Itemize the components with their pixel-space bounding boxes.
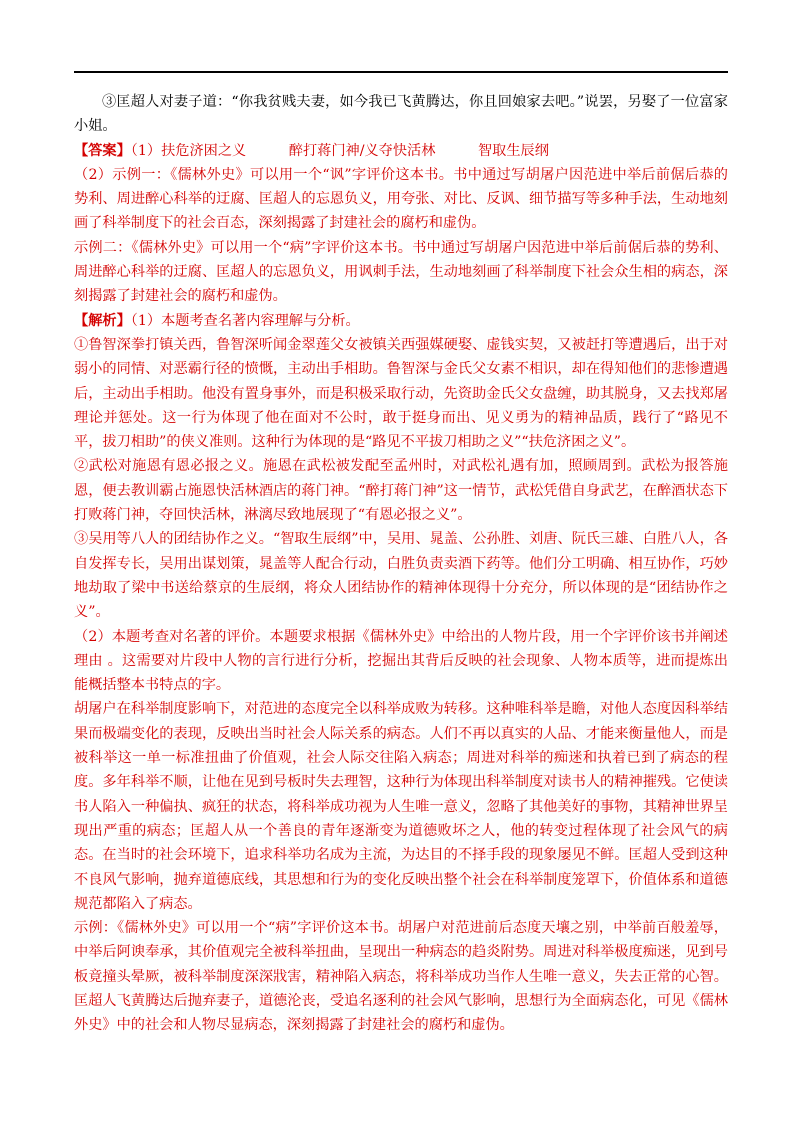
answer-part-2-example-1: （2）示例一：《儒林外史》可以用一个“讽”字评价这本书。书中通过写胡屠户因范进中举后前倨后恭的势利、周进醉心科举的迂腐、匡超人的忘恩负义，用夸张、对比、反讽、细节描写等多种手法，生动地刻画了科举制度下的社会百态，深刻揭露了封建社会的腐朽和虚伪。 (74, 166, 728, 232)
document-body (74, 90, 728, 1038)
answer-part-2-example-2: 示例二：《儒林外史》可以用一个“病”字评价这本书。书中通过写胡屠户因范进中举后前倨后恭的势利、周进醉心科举的迂腐、匡超人的忘恩负义，用讽刺手法，生动地刻画了科举制度下社会众生相的病态，深刻揭露了封建社会的腐朽和虚伪。 (74, 239, 728, 305)
analysis-item-2: ②武松对施恩有恩必报之义。施恩在武松被发配至孟州时，对武松礼遇有加，照顾周到。武松为报答施恩，便去教训霸占施恩快活林酒店的蒋门神。“醉打蒋门神”这一情节，武松凭借自身武艺，在醉酒状态下打败蒋门神，夺回快活林，淋漓尽致地展现了“有恩必报之义”。 (74, 458, 728, 524)
analysis-item-1: ①鲁智深拳打镇关西，鲁智深听闻金翠莲父女被镇关西强媒硬娶、虚钱实契，又被赶打等遭遇后，出于对弱小的同情、对恶霸行径的愤慨，主动出手相助。鲁智深与金氏父女素不相识，却在得知他们的悲惨遭遇后，主动出手相助。他没有置身事外，而是积极采取行动，先资助金氏父女盘缠，助其脱身，又去找郑屠理论并惩处。这一行为体现了他在面对不公时，敢于挺身而出、见义勇为的精神品质，践行了“路见不平，拔刀相助”的侠义准则。这种行为体现的是“路见不平拔刀相助之义”“扶危济困之义”。 (74, 336, 728, 451)
header-rule (74, 71, 728, 73)
analysis-paragraph: 胡屠户在科举制度影响下，对范进的态度完全以科举成败为转移。这种唯科举是瞻，对他人态度因科举结果而极端变化的表现，反映出当时社会人际关系的病态。人们不再以真实的人品、才能来衡量他人，而是被科举这一单一标准扭曲了价值观，社会人际交往陷入病态；周进对科举的痴迷和执着已到了病态的程度。多年科举不顺，让他在见到号板时失去理智，这种行为体现出科举制度对读书人的精神摧残。它使读书人陷入一种偏执、疯狂的状态，将科举成功视为人生唯一意义，忽略了其他美好的事物，其精神世界呈现出严重的病态；匡超人从一个善良的青年逐渐变为道德败坏之人，他的转变过程体现了社会风气的病态。在当时的社会环境下，追求科举功名成为主流，为达目的不择手段的现象屡见不鲜。匡超人受到这种不良风气影响，抛弃道德底线，其思想和行为的变化反映出整个社会在科举制度笼罩下，价值体系和道德规范都陷入了病态。 (74, 701, 728, 912)
analysis-example: 示例：《儒林外史》可以用一个“病”字评价这本书。胡屠户对范进前后态度天壤之别，中举前百般羞辱，中举后阿谀奉承，其价值观完全被科举扭曲，呈现出一种病态的趋炎附势。周进对科举极度痴迷，见到号板竟撞头晕厥，被科举制度深深戕害，精神陷入病态，将科举成功当作人生唯一意义，失去正常的心智。匡超人飞黄腾达后抛弃妻子，道德沦丧，受追名逐利的社会风气影响，思想行为全面病态化，可见《儒林外史》中的社会和人物尽显病态，深刻揭露了封建社会的腐朽和虚伪。 (74, 920, 728, 1034)
answer-label: 【答案】 (74, 142, 131, 159)
analysis-part-1-intro (74, 309, 728, 333)
question-item-3: ③匡超人对妻子道：“你我贫贱夫妻，如今我已飞黄腾达，你且回娘家去吧。”说罢，另娶了一位富家小姐。 (74, 94, 728, 135)
analysis-label: 【解析】 (74, 312, 131, 329)
answer-part-1 (74, 139, 728, 163)
answer-part-1-text: （1）扶危济困之义 醉打蒋门神/义夺快活林 智取生辰纲 (130, 142, 549, 159)
analysis-part-2-intro: （2）本题考查对名著的评价。本题要求根据《儒林外史》中给出的人物片段，用一个字评价该书并阐述理由 。这需要对片段中人物的言行进行分析，挖掘出其背后反映的社会现象、人物本质等，进而提炼出能概括整本书特点的字。 (74, 628, 728, 694)
analysis-intro-1-text: （1）本题考查名著内容理解与分析。 (130, 312, 360, 329)
analysis-item-3: ③吴用等八人的团结协作之义。“智取生辰纲”中，吴用、晁盖、公孙胜、刘唐、阮氏三雄、白胜八人，各自发挥专长，吴用出谋划策，晁盖等人配合行动，白胜负责卖酒下药等。他们分工明确、相互协作，巧妙地劫取了梁中书送给蔡京的生辰纲，将众人团结协作的精神体现得十分充分，所以体现的是“团结协作之义”。 (74, 531, 728, 621)
